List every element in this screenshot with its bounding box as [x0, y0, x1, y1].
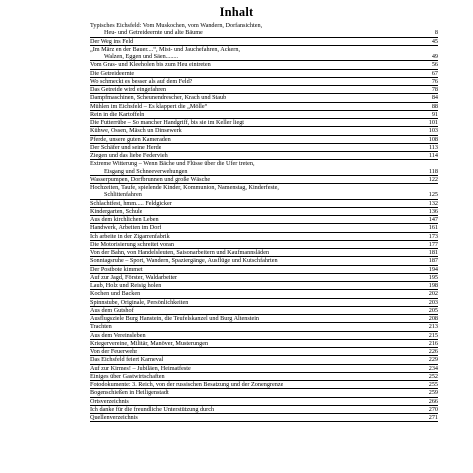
toc-entry-title: [90, 61, 211, 68]
toc-entry: [90, 241, 438, 249]
toc-entry-continuation-line: Walzen, Eggen und Säen........: [104, 53, 179, 60]
toc-entry: [90, 274, 438, 282]
toc-entry-title: [90, 224, 161, 231]
toc-entry-page-number: 195: [428, 273, 438, 281]
toc-entry: [90, 373, 438, 381]
toc-entry-page-number: 259: [428, 389, 438, 397]
toc-entry: [90, 86, 438, 94]
toc-entry-page-number: 161: [428, 224, 438, 232]
toc-entry-page-number: 187: [428, 257, 438, 265]
toc-entry-page-number: 271: [428, 414, 438, 421]
toc-entry: [90, 200, 438, 208]
toc-entry-line: Spinnstube, Originale, Persönlichkeiten: [90, 298, 189, 306]
toc-entry-page-number: 205: [428, 306, 438, 314]
toc-entry-page-number: 202: [428, 290, 438, 298]
toc-entry-title: [90, 257, 278, 264]
toc-entry: [90, 46, 438, 62]
toc-entry-page-number: 103: [428, 127, 438, 135]
toc-entry-title: [90, 365, 191, 372]
toc-entry-line: Ziegen und das liebe Federvieh: [90, 152, 168, 159]
toc-entry-title: [90, 389, 169, 396]
toc-entry-title: [90, 274, 177, 281]
toc-entry-line: Bogenschießen in Heiligenstadt: [90, 389, 169, 397]
toc-entry-line: Das Eichsfeld feiert Karneval: [90, 356, 164, 364]
toc-entry-title: [90, 70, 134, 77]
toc-entry-continuation-line: Eisgang und Schneeverwehungen: [104, 167, 188, 175]
toc-entry-title: [90, 315, 259, 322]
toc-entry-title: [90, 200, 172, 207]
toc-entry: [90, 282, 438, 290]
toc-entry-page-number: 173: [428, 232, 438, 240]
toc-entry-page-number: 76: [431, 77, 438, 85]
toc-entry-page-number: 216: [428, 339, 438, 347]
toc-entry-line: Die Futterrübe – So mancher Handgriff, bis sie im Keller liegt: [90, 119, 245, 126]
toc-entry: [90, 315, 438, 323]
toc-entry: [90, 233, 438, 241]
toc-entry-title: [90, 46, 240, 61]
toc-entry-page-number: 215: [428, 331, 438, 339]
toc-entry-page-number: 118: [428, 167, 438, 175]
toc-entry-title: [90, 160, 255, 175]
toc-entry: [90, 111, 438, 119]
toc-entry-title: [90, 208, 142, 215]
toc-entry-line: Quellenverzeichnis: [90, 414, 138, 421]
toc-entry-line: Trachten: [90, 323, 112, 331]
toc-entry-page-number: 234: [428, 364, 438, 372]
toc-entry-title: [90, 94, 226, 101]
toc-entry: [90, 22, 438, 38]
toc-entry: [90, 224, 438, 232]
toc-entry-page-number: 101: [428, 119, 438, 126]
toc-entry-page-number: 177: [428, 240, 438, 248]
toc-entry-title: [90, 86, 166, 93]
toc-entry-page-number: 266: [428, 397, 438, 405]
toc-entry-title: [90, 119, 244, 126]
toc-entry-title: [90, 38, 133, 45]
toc-entry-line: Aus dem kirchlichen Leben: [90, 216, 159, 223]
toc-entry: [90, 299, 438, 307]
toc-entry: [90, 356, 438, 364]
toc-entry-title: [90, 299, 188, 306]
toc-entry-line: Pferde, unsere guten Kameraden: [90, 135, 171, 143]
toc-entry: [90, 348, 438, 356]
toc-entry-page-number: 122: [428, 175, 438, 183]
toc-entry-continuation-line: Schlittenfahren: [104, 191, 142, 199]
toc-entry: [90, 70, 438, 78]
toc-entry-page-number: 45: [431, 37, 438, 45]
toc-entry: [90, 414, 438, 422]
toc-entry-line: Die Getreideernte: [90, 69, 135, 77]
toc-entry: [90, 38, 438, 46]
toc-entry: [90, 340, 438, 348]
toc-entry-line: Wasserpumpen, Dorfbrunnen und große Wäsche: [90, 175, 211, 183]
toc-entry-title: [90, 282, 161, 289]
toc-entry-page-number: 270: [428, 405, 438, 413]
toc-entry-title: [90, 22, 262, 37]
toc-entry: [90, 323, 438, 331]
toc-entry-title: [90, 78, 192, 85]
toc-entry: [90, 136, 438, 144]
toc-entry-title: [90, 136, 171, 143]
toc-entry-page-number: 147: [428, 216, 438, 223]
toc-entry-page-number: 8: [434, 29, 438, 37]
toc-entry-line: „Im März en der Bauer....“, Mist- und Jauchefahren, Ackern,: [90, 45, 240, 53]
toc-entry-title: [90, 348, 137, 355]
toc-entry: [90, 184, 438, 200]
toc-entry-line: Fotodokumente: 3. Reich, von der russischen Besatzung und der Zonengrenze: [90, 381, 284, 388]
toc-entry-page-number: 229: [428, 356, 438, 364]
toc-entry-line: Extreme Witterung – Wenn Bäche und Flüsse über die Ufer treten,: [90, 160, 255, 168]
toc-entry-line: Mühlen im Eichsfeld – Es klappert die „Mölle“: [90, 102, 208, 110]
toc-entry-line: Wo schmeckt es besser als auf dem Feld?: [90, 77, 193, 85]
toc-entry-line: Schlachtfest, hmm..... Feldgicker: [90, 199, 172, 207]
toc-entry: [90, 78, 438, 86]
toc-entry-line: Kindergarten, Schule: [90, 207, 143, 215]
toc-entry-line: Sonntagsruhe – Sport, Wandern, Spaziergänge, Ausflüge und Kutschfahrten: [90, 257, 278, 265]
toc-entry-line: Typisches Eichsfeld: Vom Muskochen, vom Wandern, Dorfansichten,: [90, 22, 263, 29]
toc-entry-title: [90, 176, 210, 183]
toc-entry-title: [90, 356, 163, 363]
toc-entry-line: Ich danke für die freundliche Unterstützung durch: [90, 405, 215, 413]
page-title: Inhalt: [219, 5, 254, 19]
toc-entry-line: Handwerk, Arbeiten im Dorf: [90, 224, 162, 232]
toc-entry-page-number: 181: [428, 249, 438, 256]
toc-entry-page-number: 203: [428, 298, 438, 306]
toc-entry-line: Ausflugsziele Burg Hanstein, die Teufelskanzel und Burg Altenstein: [90, 315, 260, 322]
toc-entry-page-number: 226: [428, 348, 438, 355]
toc-entry-title: [90, 144, 161, 151]
toc-entry-title: [90, 406, 214, 413]
toc-entry-title: [90, 373, 165, 380]
toc-entry-page-number: 125: [428, 191, 438, 199]
toc-entry-line: Rein in die Kartoffeln: [90, 110, 145, 118]
toc-entry-page-number: 91: [431, 110, 438, 118]
toc-entry: [90, 94, 438, 102]
toc-entry-page-number: 49: [431, 53, 438, 60]
toc-entry: [90, 307, 438, 315]
toc-entry: [90, 332, 438, 340]
toc-entry: [90, 176, 438, 184]
toc-entry: [90, 406, 438, 414]
toc-entry-title: [90, 103, 207, 110]
toc-list: [90, 22, 438, 422]
toc-entry-page-number: 252: [428, 372, 438, 380]
toc-entry-page-number: 194: [428, 265, 438, 273]
toc-entry-title: [90, 241, 174, 248]
toc-entry: [90, 152, 438, 160]
toc-entry-line: Aus dem Vereinsleben: [90, 331, 146, 339]
toc-entry-title: [90, 127, 182, 134]
toc-entry-title: [90, 233, 170, 240]
toc-entry-line: Der Schäfer und seine Herde: [90, 143, 162, 151]
toc-entry-title: [90, 184, 279, 199]
toc-entry-line: Aus dem Gutshof: [90, 306, 134, 314]
toc-entry-line: Von der Bahn, von Handelsleuten, Saisonarbeitern und Kaufmannsläden: [90, 249, 270, 256]
toc-entry-line: Einiges über Gastwirtschaften: [90, 372, 165, 380]
toc-entry-title: [90, 152, 168, 159]
toc-entry-title: [90, 414, 138, 421]
toc-entry-title: [90, 266, 143, 273]
toc-entry-line: Auf zur Jagd, Förster, Waldarbeiter: [90, 273, 178, 281]
toc-entry: [90, 389, 438, 397]
toc-entry-line: Auf zur Kirmes! – Jubiläen, Heimatfeste: [90, 364, 191, 372]
toc-entry: [90, 365, 438, 373]
toc-entry-page-number: 198: [428, 282, 438, 289]
toc-entry: [90, 249, 438, 257]
toc-entry-page-number: 78: [431, 86, 438, 93]
toc-entry-page-number: 136: [428, 207, 438, 215]
toc-entry-line: Kühwe, Ossen, Mäsch un Dinsewerk: [90, 127, 182, 135]
toc-entry-line: Der Weg ins Feld: [90, 37, 134, 45]
toc-entry-line: Vom Gras- und Kleeholen bis zum Heu eintreten: [90, 61, 211, 69]
toc-entry-page-number: 114: [428, 152, 438, 159]
toc-entry-title: [90, 249, 269, 256]
toc-entry-continuation-line: Heu- und Getreideernte und alte Bäume: [104, 29, 203, 37]
toc-entry: [90, 127, 438, 135]
toc-entry: [90, 290, 438, 298]
toc-entry: [90, 257, 438, 265]
toc-entry: [90, 119, 438, 127]
toc-entry-title: [90, 290, 140, 297]
toc-entry-line: Der Postbote kimmet: [90, 265, 143, 273]
toc-entry: [90, 103, 438, 111]
toc-entry-line: Ortsverzeichnis: [90, 397, 129, 405]
toc-entry-page-number: 108: [428, 135, 438, 143]
toc-entry-line: Von der Feuerwehr: [90, 348, 138, 355]
toc-entry-line: Laub, Holz und Reisig holen: [90, 282, 162, 289]
toc-entry-page-number: 56: [431, 61, 438, 69]
toc-entry: [90, 61, 438, 69]
toc-entry-title: [90, 332, 146, 339]
toc-entry-page-number: 255: [428, 381, 438, 388]
toc-entry-line: Kriegervereine, Militär, Manöver, Musterungen: [90, 339, 209, 347]
toc-entry-page-number: 208: [428, 315, 438, 322]
toc-entry-page-number: 132: [428, 199, 438, 207]
toc-entry-title: [90, 323, 112, 330]
toc-entry: [90, 160, 438, 176]
toc-entry: [90, 398, 438, 406]
toc-entry: [90, 144, 438, 152]
toc-entry-line: Hochzeiten, Taufe, spielende Kinder, Kommunion, Namenstag, Kinderfeste,: [90, 184, 279, 191]
toc-entry-title: [90, 216, 159, 223]
toc-entry-line: Das Getreide wird eingefahren: [90, 86, 167, 93]
toc-entry: [90, 216, 438, 224]
toc-entry-line: Ich arbeite in der Zigarrenfabrik: [90, 232, 170, 240]
toc-entry: [90, 266, 438, 274]
toc-entry-page-number: 67: [431, 69, 438, 77]
toc-entry-line: Dampfmaschinen, Scheunendrescher, Krach und Staub: [90, 94, 227, 102]
toc-entry: [90, 381, 438, 389]
toc-entry-line: Kochen und Backen: [90, 290, 141, 298]
toc-entry-title: [90, 111, 144, 118]
toc-entry-page-number: 113: [428, 143, 438, 151]
toc-entry-page-number: 84: [431, 94, 438, 102]
toc-entry-title: [90, 307, 134, 314]
toc-entry: [90, 208, 438, 216]
toc-entry-title: [90, 398, 129, 405]
toc-entry-line: Die Motorisierung schreitet voran: [90, 240, 175, 248]
toc-entry-title: [90, 340, 208, 347]
toc-entry-title: [90, 381, 283, 388]
toc-entry-page-number: 213: [428, 323, 438, 331]
toc-entry-page-number: 88: [431, 102, 438, 110]
